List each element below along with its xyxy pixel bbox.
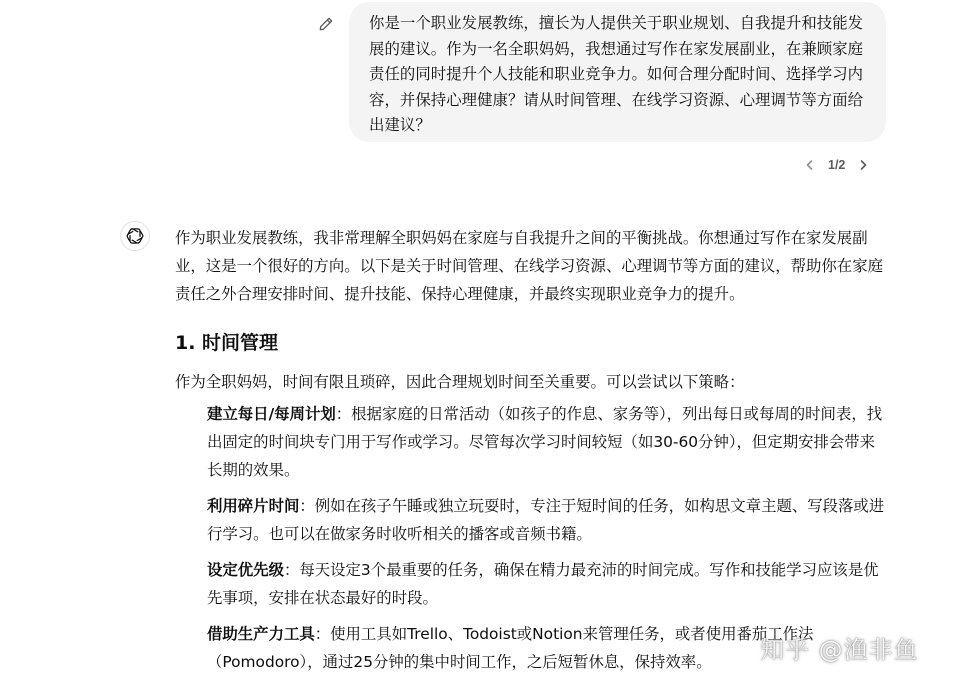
strategy-title: 利用碎片时间 xyxy=(207,497,300,515)
strategy-body: ：每天设定3个最重要的任务，确保在精力最充沛的时间完成。写作和技能学习应该是优先事项，安排在状态最好的时段。 xyxy=(207,561,879,607)
strategy-title: 建立每日/每周计划 xyxy=(207,405,336,423)
strategy-title: 借助生产力工具 xyxy=(207,625,315,643)
chevron-left-icon xyxy=(804,159,816,171)
strategy-body: ：使用工具如Trello、Todoist或Notion来管理任务，或者使用番茄工作法（Pomodoro），通过25分钟的集中时间工作，之后短暂休息，保持效率。 xyxy=(207,625,814,671)
user-message-bubble xyxy=(349,2,886,142)
pencil-icon xyxy=(318,16,334,32)
strategy-body: ：例如在孩子午睡或独立玩耍时，专注于短时间的任务，如构思文章主题、写段落或进行学习。也可以在做家务时收听相关的播客或音频书籍。 xyxy=(207,497,885,543)
edit-message-button[interactable] xyxy=(316,14,336,34)
assistant-avatar xyxy=(120,221,150,251)
section-heading: 1. 时间管理 xyxy=(175,332,279,354)
list-item xyxy=(207,400,887,484)
user-message-text: 你是一个职业发展教练，擅长为人提供关于职业规划、自我提升和技能发展的建议。作为一名全职妈妈，我想通过写作在家发展副业，在兼顾家庭责任的同时提升个人技能和职业竞争力。如何合理分配时间、选择学习内容，并保持心理健康？请从时间管理、在线学习资源、心理调节等方面给出建议？ xyxy=(369,14,864,135)
strategy-title: 设定优先级 xyxy=(207,561,284,579)
list-item xyxy=(207,556,887,612)
assistant-message xyxy=(175,224,895,684)
strategy-body: ：根据家庭的日常活动（如孩子的作息、家务等），列出每日或每周的时间表，找出固定的时间块专门用于写作或学习。尽管每次学习时间较短（如30-60分钟），但定期安排会带来长期的效果。 xyxy=(207,405,883,479)
section-lead-paragraph: 作为全职妈妈，时间有限且琐碎，因此合理规划时间至关重要。可以尝试以下策略： xyxy=(175,373,745,391)
response-pager xyxy=(800,153,873,177)
previous-response-button[interactable] xyxy=(800,155,820,175)
list-item xyxy=(207,492,887,548)
chevron-right-icon xyxy=(857,159,869,171)
openai-logo-icon xyxy=(125,226,145,246)
assistant-intro-paragraph: 作为职业发展教练，我非常理解全职妈妈在家庭与自我提升之间的平衡挑战。你想通过写作在家发展副业，这是一个很好的方向。以下是关于时间管理、在线学习资源、心理调节等方面的建议，帮助你在家庭责任之外合理安排时间、提升技能、保持心理健康，并最终实现职业竞争力的提升。 xyxy=(175,229,883,303)
response-page-count: 1/2 xyxy=(828,158,846,172)
zhihu-watermark: 知乎 @渔非鱼 xyxy=(760,636,919,664)
next-response-button[interactable] xyxy=(853,155,873,175)
